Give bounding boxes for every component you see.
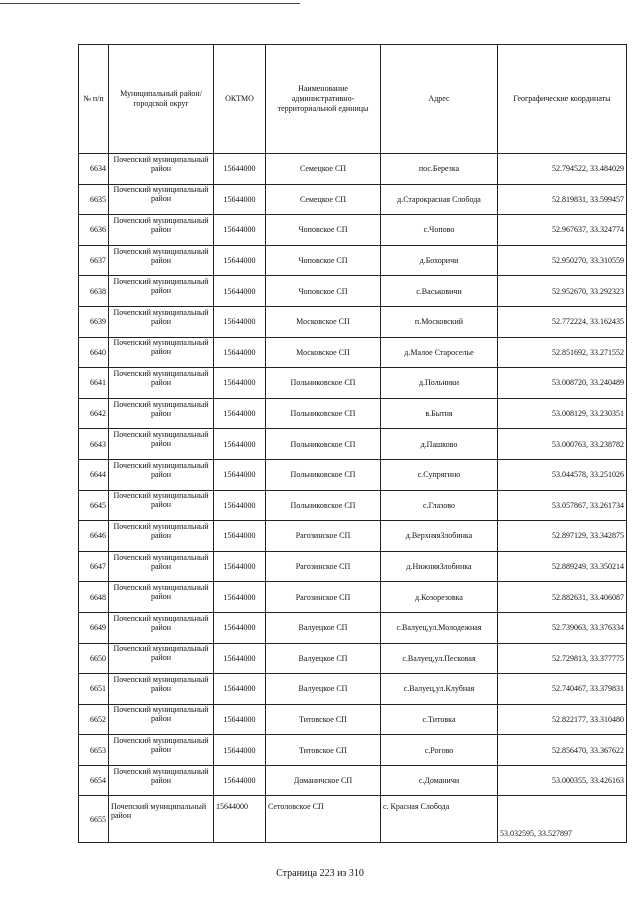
unit-cell-text: Валуецкое СП [298, 653, 348, 663]
row-number [79, 306, 109, 337]
table-row [79, 398, 627, 429]
header-oktmo: ОКТМО [214, 45, 266, 154]
coords-cell [498, 582, 627, 613]
row-number [79, 245, 109, 276]
table-row [79, 582, 627, 613]
district-cell [109, 551, 214, 582]
oktmo-cell-text: 15644000 [216, 802, 248, 812]
address-cell [381, 368, 498, 399]
address-cell-text: с.Рогово [424, 745, 454, 755]
unit-cell-text: Рагозинское СП [295, 592, 351, 602]
oktmo-cell [214, 368, 266, 399]
district-cell [109, 612, 214, 643]
address-cell [381, 735, 498, 766]
unit-cell-text: Чоповское СП [298, 225, 348, 235]
address-cell-text: п.Московский [414, 317, 464, 327]
unit-cell [266, 245, 381, 276]
address-cell [381, 674, 498, 705]
coords-cell [498, 459, 627, 490]
unit-cell-text: Доманичское СП [293, 776, 353, 786]
coords-cell [498, 429, 627, 460]
district-cell-text: Почепский муниципальный район [113, 705, 209, 724]
coords-cell [498, 674, 627, 705]
unit-cell-text: Сетоловское СП [268, 802, 324, 812]
unit-cell [266, 276, 381, 307]
oktmo-cell-text: 15644000 [223, 378, 256, 388]
district-cell-text: Почепский муниципальный район [113, 399, 209, 418]
row-number-text: 6647 [90, 562, 106, 572]
unit-cell-text: Московское СП [296, 347, 350, 357]
coords-cell-text: 53.032595, 33.527897 [500, 829, 572, 839]
coords-cell [498, 245, 627, 276]
table-row [79, 368, 627, 399]
oktmo-cell [214, 276, 266, 307]
unit-cell [266, 154, 381, 185]
district-cell-text: Почепский муниципальный район [113, 430, 209, 449]
address-cell-text: д.Польники [418, 378, 460, 388]
table-row [79, 674, 627, 705]
row-number-text: 6646 [90, 531, 106, 541]
district-cell-text: Почепский муниципальный район [113, 613, 209, 632]
table-row [79, 490, 627, 521]
district-cell [109, 368, 214, 399]
oktmo-cell [214, 184, 266, 215]
address-cell [381, 459, 498, 490]
row-number-text: 6651 [90, 684, 106, 694]
district-cell [109, 735, 214, 766]
oktmo-cell-text: 15644000 [223, 470, 256, 480]
unit-cell-text: Польниковское СП [290, 500, 356, 510]
address-cell-text: д.Старокрасная Слобода [397, 194, 481, 204]
oktmo-cell-text: 15644000 [223, 347, 256, 357]
address-cell [381, 276, 498, 307]
oktmo-cell-text: 15644000 [223, 684, 256, 694]
table-body [79, 154, 627, 843]
district-cell-text: Почепский муниципальный район [113, 491, 209, 510]
coords-cell [498, 184, 627, 215]
oktmo-cell-text: 15644000 [223, 714, 256, 724]
district-cell-text: Почепский муниципальный район [113, 246, 209, 265]
coords-cell [498, 704, 627, 735]
coords-cell-text: 53.000355, 33.426163 [552, 776, 624, 786]
table-row [79, 704, 627, 735]
district-cell [109, 765, 214, 796]
district-cell-text: Почепский муниципальный район [113, 338, 209, 357]
district-cell-text: Почепский муниципальный район [113, 154, 209, 173]
row-number [79, 398, 109, 429]
oktmo-cell [214, 154, 266, 185]
district-cell [109, 521, 214, 552]
district-cell [109, 154, 214, 185]
coords-cell-text: 52.882631, 33.406087 [552, 592, 624, 602]
address-cell [381, 337, 498, 368]
unit-cell [266, 429, 381, 460]
unit-cell [266, 551, 381, 582]
district-cell-text: Почепский муниципальный район [113, 185, 209, 204]
coords-cell [498, 154, 627, 185]
coords-cell [498, 306, 627, 337]
oktmo-cell [214, 612, 266, 643]
address-cell [381, 704, 498, 735]
oktmo-cell [214, 735, 266, 766]
row-number-text: 6638 [90, 286, 106, 296]
coords-cell [498, 643, 627, 674]
district-cell [109, 490, 214, 521]
oktmo-cell-text: 15644000 [223, 286, 256, 296]
coords-cell [498, 398, 627, 429]
oktmo-cell [214, 215, 266, 246]
address-cell [381, 796, 498, 843]
row-number-text: 6641 [90, 378, 106, 388]
row-number [79, 154, 109, 185]
oktmo-cell-text: 15644000 [223, 194, 256, 204]
address-cell [381, 245, 498, 276]
unit-cell-text: Польниковское СП [290, 409, 356, 419]
row-number [79, 215, 109, 246]
row-number-text: 6643 [90, 439, 106, 449]
address-cell [381, 490, 498, 521]
unit-cell-text: Польниковское СП [290, 470, 356, 480]
district-cell [109, 398, 214, 429]
unit-cell [266, 765, 381, 796]
unit-cell-text: Рагозинское СП [295, 531, 351, 541]
coords-cell [498, 490, 627, 521]
coords-cell-text: 52.819831, 33.599457 [552, 194, 624, 204]
coords-cell [498, 215, 627, 246]
district-cell-text: Почепский муниципальный район [113, 583, 209, 602]
district-cell [109, 276, 214, 307]
header-unit: Наименование административно-территориальной единицы [266, 45, 381, 154]
coords-cell-text: 53.008129, 33.230351 [552, 409, 624, 419]
coords-cell-text: 52.729813, 33.377775 [552, 653, 624, 663]
table-row [79, 765, 627, 796]
district-cell [109, 337, 214, 368]
header-num: № п/п [79, 45, 109, 154]
address-cell-text: д.Малое Староселье [404, 347, 474, 357]
row-number [79, 337, 109, 368]
table-row [79, 459, 627, 490]
address-cell-text: с.Доманичи [418, 776, 460, 786]
unit-cell [266, 582, 381, 613]
address-cell-text: д.Пашково [420, 439, 458, 449]
district-cell-text: Почепский муниципальный район [113, 521, 209, 540]
district-cell-text: Почепский муниципальный район [113, 215, 209, 234]
unit-cell-text: Польниковское СП [290, 439, 356, 449]
unit-cell-text: Валуецкое СП [298, 684, 348, 694]
address-cell-text: д.НижняяЗлобинка [406, 562, 472, 572]
address-cell-text: с.Валуец,ул.Песковая [402, 653, 476, 663]
address-cell [381, 215, 498, 246]
district-cell-text: Почепский муниципальный район [113, 736, 209, 755]
unit-cell [266, 184, 381, 215]
table-row [79, 245, 627, 276]
district-cell [109, 306, 214, 337]
unit-cell [266, 398, 381, 429]
coords-cell [498, 796, 627, 843]
address-cell [381, 521, 498, 552]
coords-cell-text: 53.008720, 33.240489 [552, 378, 624, 388]
unit-cell [266, 521, 381, 552]
table-row [79, 337, 627, 368]
oktmo-cell-text: 15644000 [223, 562, 256, 572]
coords-cell [498, 612, 627, 643]
table-row [79, 306, 627, 337]
table-row [79, 429, 627, 460]
table-row [79, 184, 627, 215]
address-cell [381, 154, 498, 185]
row-number [79, 674, 109, 705]
unit-cell [266, 459, 381, 490]
oktmo-cell-text: 15644000 [223, 745, 256, 755]
address-cell-text: д.Козорезовка [415, 592, 463, 602]
district-cell-text: Почепский муниципальный район [113, 460, 209, 479]
row-number-text: 6636 [90, 225, 106, 235]
row-number [79, 521, 109, 552]
coords-cell-text: 52.952670, 33.292323 [552, 286, 624, 296]
oktmo-cell [214, 459, 266, 490]
unit-cell [266, 215, 381, 246]
coords-cell-text: 52.822177, 33.310480 [552, 714, 624, 724]
unit-cell-text: Валуецкое СП [298, 623, 348, 633]
oktmo-cell-text: 15644000 [223, 500, 256, 510]
address-cell-text: д.ВерхняяЗлобинка [405, 531, 473, 541]
table-header-row [79, 45, 627, 154]
table-row [79, 612, 627, 643]
row-number-text: 6648 [90, 592, 106, 602]
oktmo-cell [214, 582, 266, 613]
unit-cell-text: Титовское СП [299, 714, 347, 724]
table-row [79, 215, 627, 246]
address-cell-text: с.Валуец,ул.Молодежная [396, 623, 482, 633]
unit-cell [266, 643, 381, 674]
row-number-text: 6650 [90, 653, 106, 663]
address-cell-text: с. Красная Слобода [383, 802, 450, 812]
row-number [79, 184, 109, 215]
oktmo-cell-text: 15644000 [223, 317, 256, 327]
coords-cell [498, 521, 627, 552]
row-number [79, 276, 109, 307]
oktmo-cell [214, 643, 266, 674]
address-cell-text: с.Супрягино [417, 470, 461, 480]
address-cell [381, 429, 498, 460]
unit-cell [266, 735, 381, 766]
row-number-text: 6649 [90, 623, 106, 633]
address-cell [381, 184, 498, 215]
oktmo-cell-text: 15644000 [223, 623, 256, 633]
row-number [79, 582, 109, 613]
district-cell [109, 582, 214, 613]
coords-cell [498, 276, 627, 307]
oktmo-cell [214, 398, 266, 429]
oktmo-cell [214, 674, 266, 705]
unit-cell-text: Семецкое СП [299, 194, 347, 204]
oktmo-cell [214, 245, 266, 276]
coords-cell-text: 53.000763, 33.238782 [552, 439, 624, 449]
coords-cell-text: 52.794522, 33.484029 [552, 164, 624, 174]
unit-cell-text: Чоповское СП [298, 286, 348, 296]
row-number [79, 490, 109, 521]
header-district: Муниципальный район/городской округ [109, 45, 214, 154]
top-rule [0, 3, 300, 4]
coords-cell-text: 52.856470, 33.367622 [552, 745, 624, 755]
row-number [79, 459, 109, 490]
address-cell [381, 612, 498, 643]
district-cell [109, 215, 214, 246]
table-row [79, 521, 627, 552]
oktmo-cell [214, 551, 266, 582]
address-cell [381, 551, 498, 582]
header-address: Адрес [381, 45, 498, 154]
address-cell-text: в.Бытня [425, 409, 453, 419]
table-row [79, 643, 627, 674]
oktmo-cell [214, 306, 266, 337]
unit-cell-text: Польниковское СП [290, 378, 356, 388]
unit-cell [266, 337, 381, 368]
address-cell-text: с.Чопово [423, 225, 455, 235]
address-cell [381, 582, 498, 613]
district-cell [109, 459, 214, 490]
coords-cell-text: 52.889249, 33.350214 [552, 562, 624, 572]
unit-cell [266, 368, 381, 399]
address-cell [381, 398, 498, 429]
row-number-text: 6637 [90, 256, 106, 266]
oktmo-cell-text: 15644000 [223, 653, 256, 663]
oktmo-cell-text: 15644000 [223, 439, 256, 449]
row-number-text: 6652 [90, 714, 106, 724]
table-row [79, 551, 627, 582]
coords-cell-text: 52.897129, 33.342875 [552, 531, 624, 541]
coords-cell [498, 337, 627, 368]
district-cell-text: Почепский муниципальный район [113, 552, 209, 571]
table-row [79, 154, 627, 185]
oktmo-cell-text: 15644000 [223, 592, 256, 602]
row-number-text: 6654 [90, 776, 106, 786]
table-row [79, 735, 627, 766]
coords-cell-text: 52.739063, 33.376334 [552, 623, 624, 633]
coords-cell-text: 52.950270, 33.310559 [552, 256, 624, 266]
oktmo-cell [214, 765, 266, 796]
oktmo-cell-text: 15644000 [223, 256, 256, 266]
row-number [79, 429, 109, 460]
unit-cell-text: Чоповское СП [298, 256, 348, 266]
registry-table [78, 44, 627, 843]
coords-cell-text: 53.044578, 33.251026 [552, 470, 624, 480]
coords-cell [498, 765, 627, 796]
district-cell [109, 704, 214, 735]
district-cell [109, 796, 214, 843]
district-cell-text: Почепский муниципальный район [113, 307, 209, 326]
district-cell [109, 184, 214, 215]
row-number-text: 6642 [90, 409, 106, 419]
district-cell-text: Почепский муниципальный район [111, 802, 207, 821]
row-number [79, 796, 109, 843]
district-cell-text: Почепский муниципальный район [113, 674, 209, 693]
district-cell-text: Почепский муниципальный район [113, 644, 209, 663]
oktmo-cell-text: 15644000 [223, 531, 256, 541]
oktmo-cell-text: 15644000 [223, 409, 256, 419]
unit-cell [266, 674, 381, 705]
coords-cell [498, 735, 627, 766]
row-number-text: 6640 [90, 347, 106, 357]
page-number: Страница 223 из 310 [276, 868, 364, 879]
oktmo-cell [214, 429, 266, 460]
coords-cell-text: 52.772224, 33.162435 [552, 317, 624, 327]
row-number-text: 6644 [90, 470, 106, 480]
unit-cell-text: Титовское СП [299, 745, 347, 755]
coords-cell-text: 52.967637, 33.324774 [552, 225, 624, 235]
district-cell [109, 643, 214, 674]
oktmo-cell [214, 521, 266, 552]
row-number [79, 551, 109, 582]
oktmo-cell [214, 337, 266, 368]
oktmo-cell-text: 15644000 [223, 164, 256, 174]
oktmo-cell-text: 15644000 [223, 225, 256, 235]
coords-cell [498, 551, 627, 582]
address-cell [381, 643, 498, 674]
table-row [79, 796, 627, 843]
address-cell-text: с.Васьковичи [416, 286, 462, 296]
address-cell-text: д.Бохоричи [419, 256, 459, 266]
row-number [79, 612, 109, 643]
unit-cell-text: Семецкое СП [299, 164, 347, 174]
district-cell-text: Почепский муниципальный район [113, 277, 209, 296]
row-number [79, 735, 109, 766]
oktmo-cell [214, 796, 266, 843]
oktmo-cell-text: 15644000 [223, 776, 256, 786]
address-cell [381, 306, 498, 337]
coords-cell-text: 52.740467, 33.379831 [552, 684, 624, 694]
address-cell-text: с.Валуец,ул.Клубная [403, 684, 475, 694]
unit-cell [266, 306, 381, 337]
row-number-text: 6635 [90, 194, 106, 204]
district-cell-text: Почепский муниципальный район [113, 368, 209, 387]
district-cell [109, 429, 214, 460]
table-row [79, 276, 627, 307]
address-cell-text: с.Титовка [422, 714, 456, 724]
district-cell [109, 674, 214, 705]
row-number [79, 643, 109, 674]
row-number-text: 6655 [90, 814, 106, 824]
row-number-text: 6645 [90, 500, 106, 510]
row-number [79, 368, 109, 399]
coords-cell-text: 53.057867, 33.261734 [552, 500, 624, 510]
coords-cell [498, 368, 627, 399]
address-cell-text: пос.Березка [418, 164, 460, 174]
row-number-text: 6653 [90, 745, 106, 755]
header-coords: Географические координаты [498, 45, 627, 154]
unit-cell-text: Рагозинское СП [295, 562, 351, 572]
coords-cell-text: 52.851692, 33.271552 [552, 347, 624, 357]
row-number [79, 765, 109, 796]
row-number-text: 6639 [90, 317, 106, 327]
row-number-text: 6634 [90, 164, 106, 174]
address-cell-text: с.Глазово [423, 500, 455, 510]
unit-cell [266, 796, 381, 843]
address-cell [381, 765, 498, 796]
unit-cell [266, 490, 381, 521]
oktmo-cell [214, 490, 266, 521]
district-cell [109, 245, 214, 276]
unit-cell [266, 704, 381, 735]
district-cell-text: Почепский муниципальный район [113, 766, 209, 785]
oktmo-cell [214, 704, 266, 735]
row-number [79, 704, 109, 735]
unit-cell [266, 612, 381, 643]
unit-cell-text: Московское СП [296, 317, 350, 327]
